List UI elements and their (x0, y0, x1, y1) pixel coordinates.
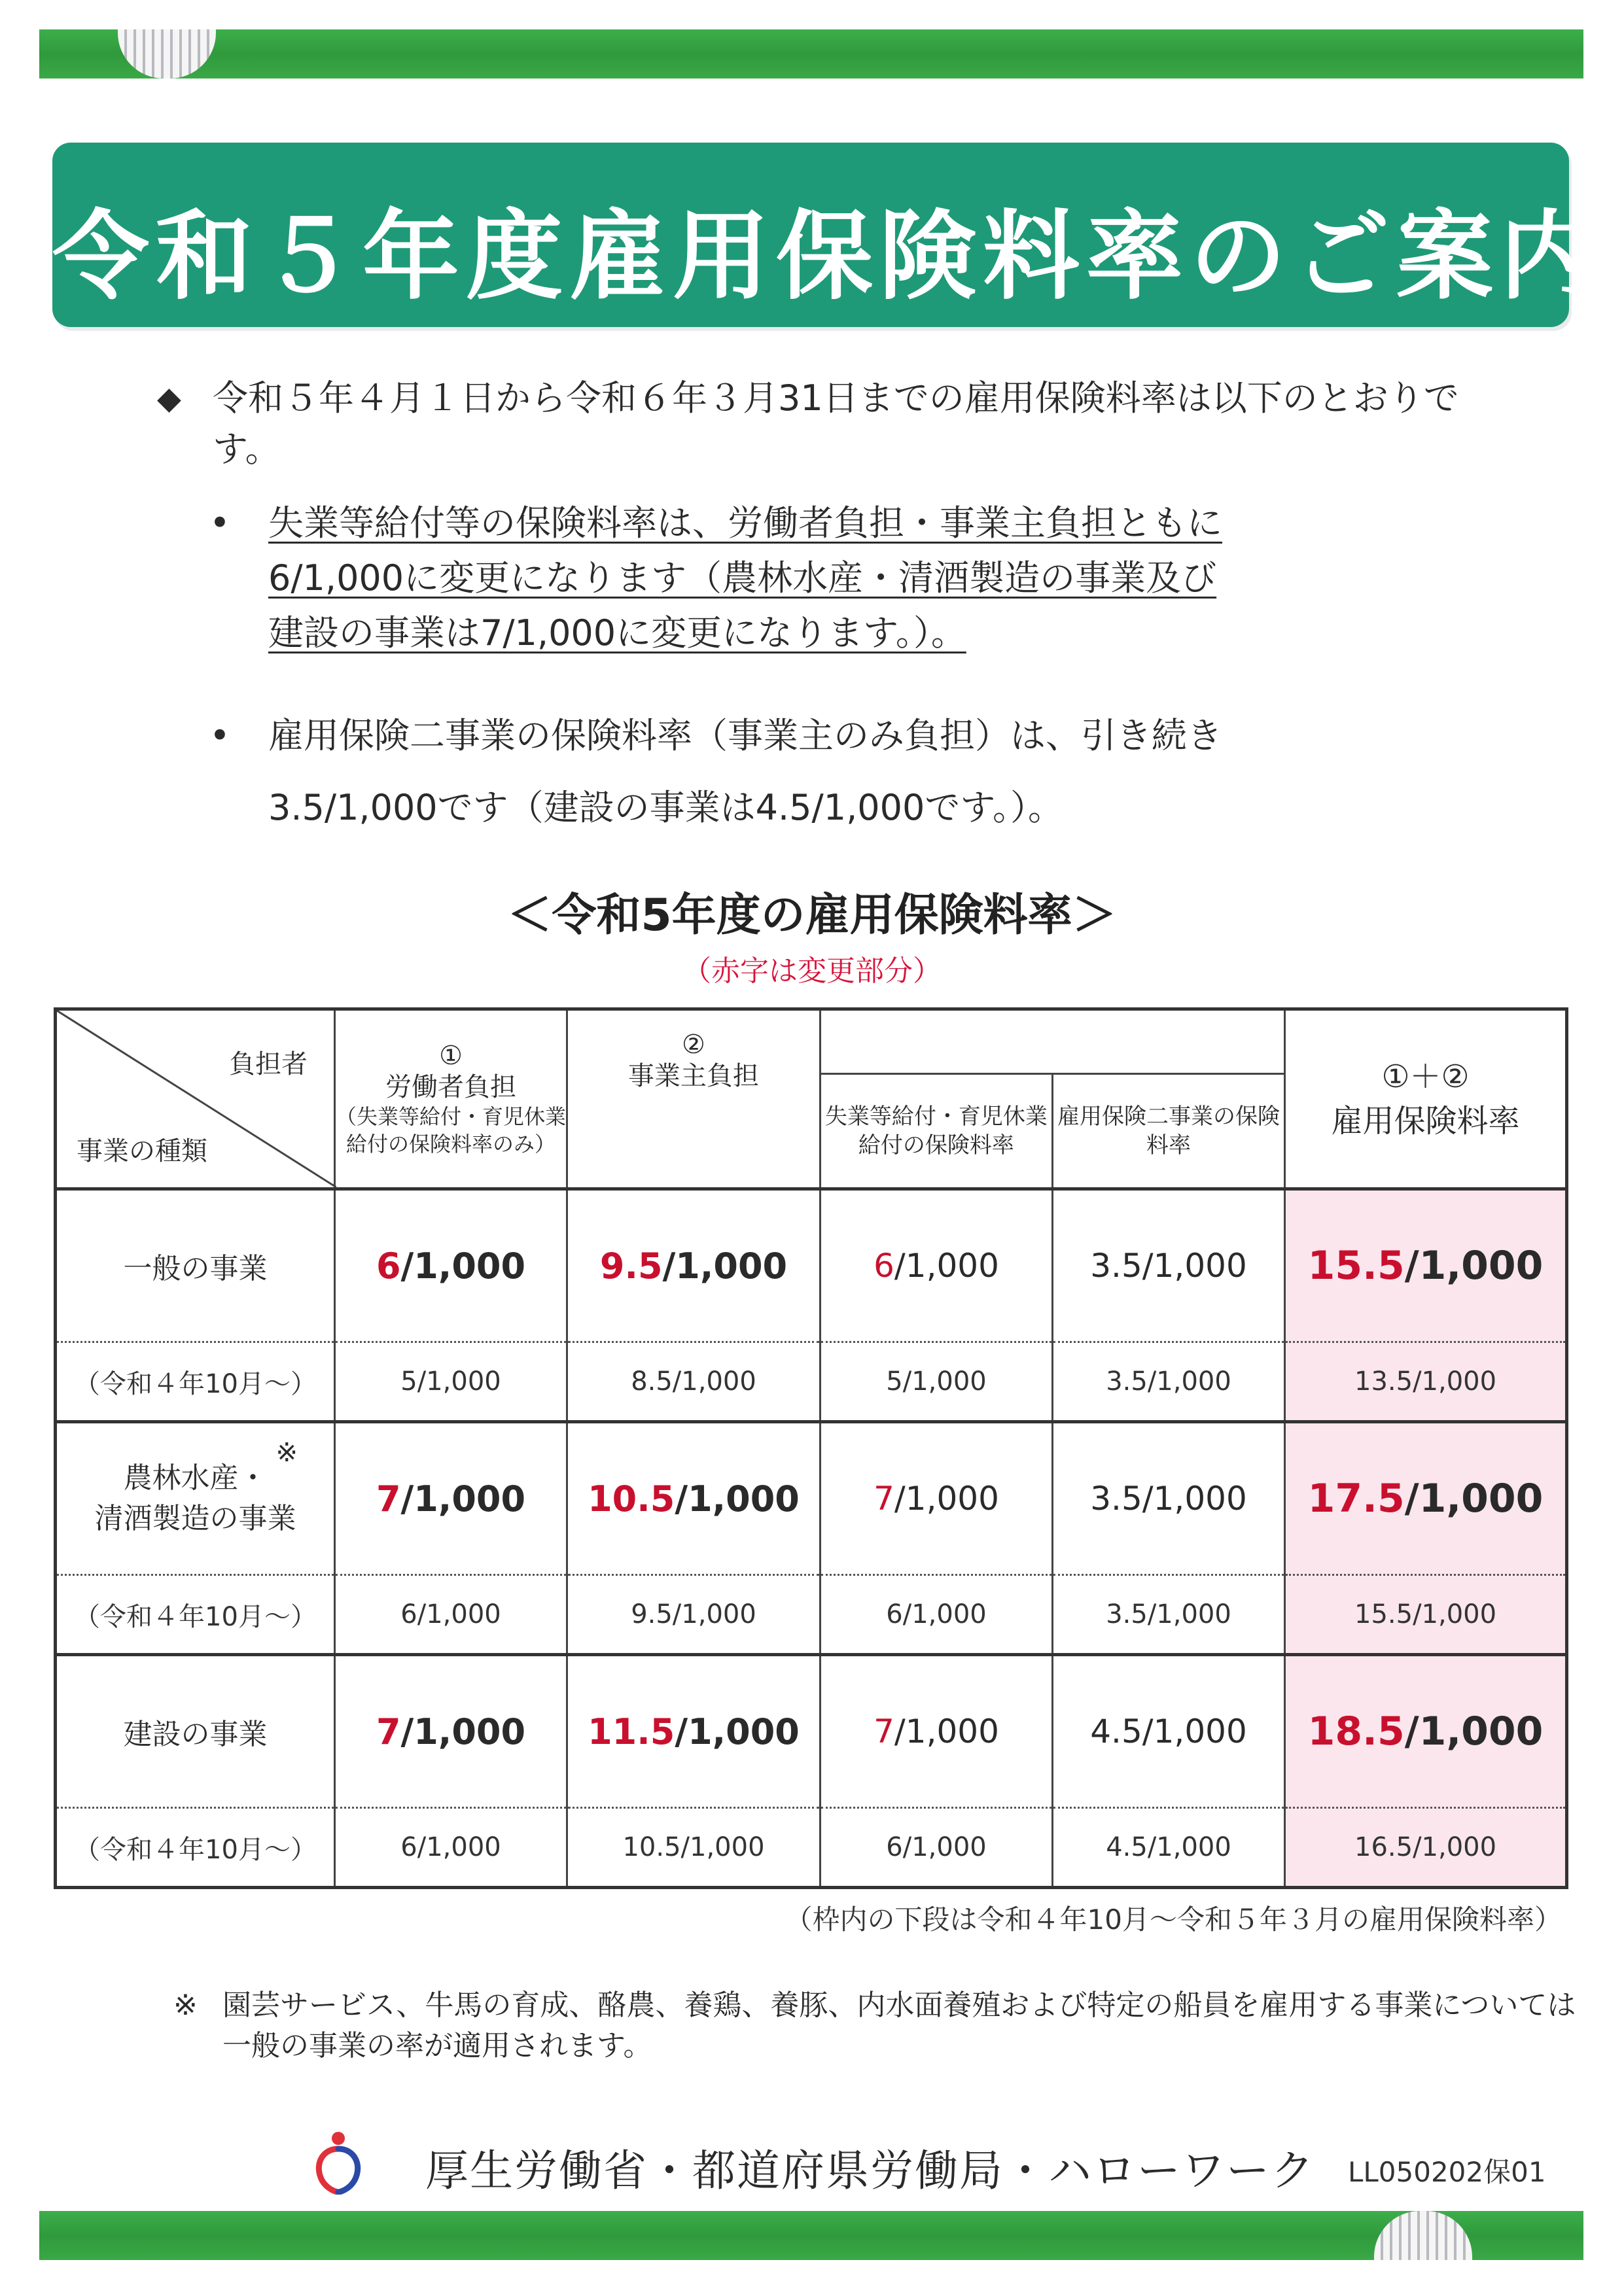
header-total-label: 雇用保険料率 (1331, 1103, 1520, 1139)
header-employer-label: 事業主負担 (627, 1061, 759, 1091)
bullet-line: 失業等給付等の保険料率は、労働者負担・事業主負担ともに (268, 502, 1222, 544)
total-rate-cell (1285, 1422, 1567, 1575)
previous-rate-cell: 8.5/1,000 (567, 1342, 821, 1422)
business-type-cell: 建設の事業 (56, 1655, 335, 1808)
header-worker (335, 1009, 567, 1189)
changed-value: 15.5 (1307, 1243, 1405, 1289)
two-projects-rate-cell: 3.5/1,000 (1053, 1422, 1285, 1575)
table-row-previous (56, 1575, 1567, 1655)
page-title: 令和５年度雇用保険料率のご案内 (52, 200, 1603, 313)
header-total (1285, 1009, 1567, 1189)
diamond-bullet-icon: ◆ (157, 380, 181, 417)
business-type-cell (56, 1422, 335, 1575)
bullet-text (268, 700, 1222, 844)
previous-rate-cell: 6/1,000 (335, 1575, 567, 1655)
worker-rate-cell (335, 1422, 567, 1575)
rate-table (54, 1007, 1568, 1889)
unemployment-rate-cell (821, 1189, 1053, 1342)
rate-denominator: /1,000 (662, 1245, 788, 1287)
employer-rate-cell (567, 1655, 821, 1808)
employer-rate-cell (567, 1189, 821, 1342)
worker-rate-cell (335, 1655, 567, 1808)
previous-rate-cell: 3.5/1,000 (1053, 1575, 1285, 1655)
previous-total-cell: 16.5/1,000 (1285, 1808, 1567, 1888)
business-type-line: 農林水産・ (123, 1461, 268, 1495)
rate-denominator: /1,000 (1404, 1709, 1544, 1754)
header-employer-spacer (820, 1011, 1284, 1074)
table-header-row (56, 1009, 1567, 1189)
changed-value: 7 (376, 1478, 401, 1520)
total-rate-cell (1285, 1655, 1567, 1808)
rate-denominator: /1,000 (675, 1478, 800, 1520)
changed-value: 7 (874, 1480, 894, 1518)
previous-total-cell: 13.5/1,000 (1285, 1342, 1567, 1422)
rate-denominator: /1,000 (894, 1247, 999, 1285)
changed-value: 6 (376, 1245, 401, 1287)
bullet-text (268, 496, 1222, 661)
rate-denominator: /1,000 (675, 1711, 800, 1752)
changed-value: 10.5 (588, 1478, 675, 1520)
two-projects-rate-cell: 4.5/1,000 (1053, 1655, 1285, 1808)
rate-denominator: /1,000 (894, 1713, 999, 1750)
band-stripe-decoration (1374, 2211, 1472, 2260)
rate-denominator: /1,000 (1404, 1243, 1544, 1289)
table-row-previous (56, 1808, 1567, 1888)
table-row (56, 1655, 1567, 1808)
header-total-num: ①＋② (1381, 1058, 1470, 1095)
unemployment-rate-cell (821, 1422, 1053, 1575)
ministry-name: 厚生労働省・都道府県労働局・ハローワーク (425, 2146, 1315, 2196)
rate-denominator: /1,000 (894, 1480, 999, 1518)
rate-denominator: /1,000 (400, 1711, 526, 1752)
previous-rate-cell: 4.5/1,000 (1053, 1808, 1285, 1888)
rate-denominator: /1,000 (400, 1478, 526, 1520)
worker-rate-cell (335, 1189, 567, 1342)
band-stripe-decoration (118, 29, 216, 78)
bullet-dot-icon: • (209, 502, 230, 544)
previous-rate-cell: 10.5/1,000 (567, 1808, 821, 1888)
previous-rate-cell: 5/1,000 (821, 1342, 1053, 1422)
previous-period-label: （令和４年10月～） (56, 1342, 335, 1422)
asterisk-mark: ※ (173, 1989, 198, 2022)
changed-value: 18.5 (1307, 1709, 1405, 1754)
unemployment-rate-cell (821, 1655, 1053, 1808)
changed-value: 9.5 (599, 1245, 663, 1287)
previous-rate-cell: 9.5/1,000 (567, 1575, 821, 1655)
document-code: LL050202保01 (1348, 2156, 1546, 2188)
rate-denominator: /1,000 (1404, 1476, 1544, 1522)
header-worker-num: ① (439, 1041, 463, 1071)
header-corner-cell (56, 1009, 335, 1189)
header-employer-num: ② (681, 1030, 705, 1060)
total-rate-cell (1285, 1189, 1567, 1342)
header-employer (567, 1009, 1285, 1189)
header-employer-two-projects: 雇用保険二事業の保険料率 (1057, 1104, 1280, 1158)
changed-value: 17.5 (1307, 1476, 1405, 1522)
bullet-line: 雇用保険二事業の保険料率（事業主のみ負担）は、引き続き (268, 715, 1222, 756)
bullet-dot-icon: • (209, 715, 230, 756)
business-type-line: 清酒製造の事業 (94, 1502, 296, 1535)
changed-value: 6 (874, 1247, 894, 1285)
table-row (56, 1422, 1567, 1575)
header-business-type-label: 事業の種類 (77, 1136, 207, 1166)
previous-rate-cell: 6/1,000 (821, 1808, 1053, 1888)
intro-text: 令和５年４月１日から令和６年３月31日までの雇用保険料率は以下のとおりです。 (213, 377, 1459, 470)
table-row-previous (56, 1342, 1567, 1422)
rate-denominator: /1,000 (400, 1245, 526, 1287)
employer-rate-cell (567, 1422, 821, 1575)
table-row (56, 1189, 1567, 1342)
changed-value: 11.5 (588, 1711, 675, 1752)
previous-rate-cell: 6/1,000 (821, 1575, 1053, 1655)
top-decorative-band (39, 29, 1583, 78)
changed-value: 7 (874, 1713, 894, 1750)
employer-header-inner (568, 1011, 1284, 1187)
header-worker-label: 労働者負担 (385, 1072, 516, 1102)
previous-period-label: （令和４年10月～） (56, 1808, 335, 1888)
note-mark: ※ (275, 1438, 298, 1468)
bullet-line: 6/1,000に変更になります（農林水産・清酒製造の事業及び (268, 557, 1217, 599)
changed-value: 7 (376, 1711, 401, 1752)
header-burden-label: 負担者 (229, 1049, 308, 1079)
table-title: ＜令和5年度の雇用保険料率＞ (507, 890, 1117, 941)
previous-rate-cell: 5/1,000 (335, 1342, 567, 1422)
table-note: （赤字は変更部分） (682, 954, 942, 988)
business-type-cell: 一般の事業 (56, 1189, 335, 1342)
previous-rate-cell: 6/1,000 (335, 1808, 567, 1888)
title-banner (52, 143, 1603, 327)
header-employer-total (568, 1011, 820, 1187)
ministry-logo-icon (309, 2129, 368, 2195)
bullet-line: 建設の事業は7/1,000に変更になります。）。 (268, 612, 966, 653)
header-worker-sub: （失業等給付・育児休業給付の保険料率のみ） (336, 1104, 567, 1157)
asterisk-note-text: 園芸サービス、牛馬の育成、酪農、養鶏、養豚、内水面養殖および特定の船員を雇用する事業については一般の事業の率が適用されます。 (222, 1989, 1576, 2062)
bullet-line: 3.5/1,000です（建設の事業は4.5/1,000です。）。 (268, 787, 1064, 828)
previous-total-cell: 15.5/1,000 (1285, 1575, 1567, 1655)
table-footnote: （枠内の下段は令和４年10月～令和５年３月の雇用保険料率） (785, 1904, 1562, 1936)
previous-period-label: （令和４年10月～） (56, 1575, 335, 1655)
bottom-decorative-band (39, 2211, 1583, 2260)
two-projects-rate-cell: 3.5/1,000 (1053, 1189, 1285, 1342)
previous-rate-cell: 3.5/1,000 (1053, 1342, 1285, 1422)
header-employer-unemployment: 失業等給付・育児休業給付の保険料率 (820, 1074, 1052, 1188)
